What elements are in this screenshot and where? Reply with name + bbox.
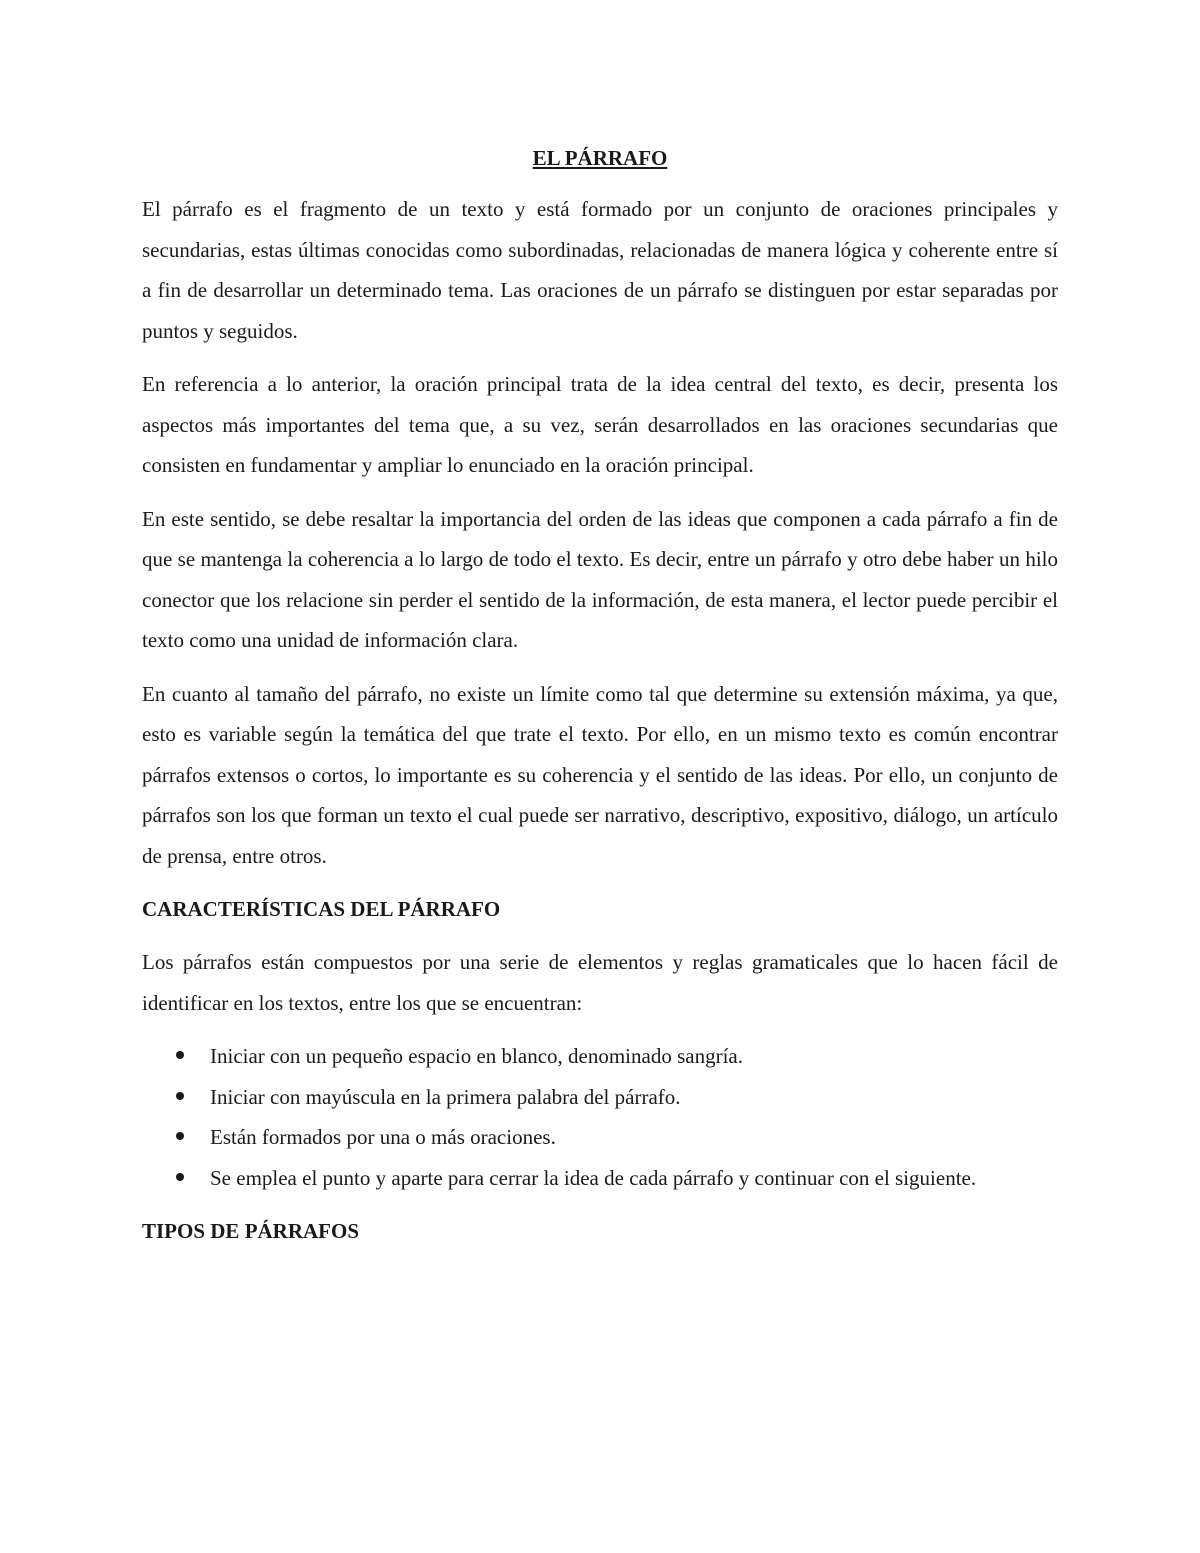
paragraph-4: En cuanto al tamaño del párrafo, no existe un límite como tal que determine su extensión máxima, ya que, esto es variable según la temática del que trate el texto. Por ello, en un mismo texto es común encontrar párrafos extensos o cortos, lo importante es su coherencia y el sentido de las ideas. Por ello, un conjunto de párrafos son los que forman un texto el cual puede ser narrativo, descriptivo, expositivo, diálogo, un artículo de prensa, entre otros. <box>142 681 1058 868</box>
list-item <box>142 1077 1058 1118</box>
list-item <box>142 1036 1058 1077</box>
list-item <box>142 1158 1058 1199</box>
paragraph-2: En referencia a lo anterior, la oración principal trata de la idea central del texto, es decir, presenta los aspectos más importantes del tema que, a su vez, serán desarrollados en las oraciones secundarias que consisten en fundamentar y ampliar lo enunciado en la oración principal. <box>142 372 1058 477</box>
list-item-text: Iniciar con mayúscula en la primera palabra del párrafo. <box>210 1084 681 1109</box>
paragraph-3: En este sentido, se debe resaltar la importancia del orden de las ideas que componen a cada párrafo a fin de que se mantenga la coherencia a lo largo de todo el texto. Es decir, entre un párrafo y otro debe haber un hilo conector que los relacione sin perder el sentido de la información, de esta manera, el lector puede percibir el texto como una unidad de información clara. <box>142 506 1058 652</box>
paragraph-1: El párrafo es el fragmento de un texto y está formado por un conjunto de oraciones principales y secundarias, estas últimas conocidas como subordinadas, relacionadas de manera lógica y coherente entre sí a fin de desarrollar un determinado tema. Las oraciones de un párrafo se distinguen por estar separadas por puntos y seguidos. <box>142 197 1058 343</box>
list-item-text: Se emplea el punto y aparte para cerrar la idea de cada párrafo y continuar con el siguiente. <box>210 1165 977 1190</box>
characteristics-list <box>142 1036 1058 1198</box>
list-item <box>142 1117 1058 1158</box>
bullet-icon <box>176 1132 184 1140</box>
characteristics-intro: Los párrafos están compuestos por una serie de elementos y reglas gramaticales que lo hacen fácil de identificar en los textos, entre los que se encuentran: <box>142 950 1058 1015</box>
document-page <box>142 140 1058 1264</box>
bullet-icon <box>176 1092 184 1100</box>
bullet-icon <box>176 1051 184 1059</box>
section-heading-types: TIPOS DE PÁRRAFOS <box>142 1219 360 1243</box>
bullet-icon <box>176 1173 184 1181</box>
document-title: EL PÁRRAFO <box>532 146 668 170</box>
list-item-text: Iniciar con un pequeño espacio en blanco, denominado sangría. <box>210 1044 743 1068</box>
section-heading-characteristics: CARACTERÍSTICAS DEL PÁRRAFO <box>142 897 501 921</box>
list-item-text: Están formados por una o más oraciones. <box>210 1125 556 1149</box>
